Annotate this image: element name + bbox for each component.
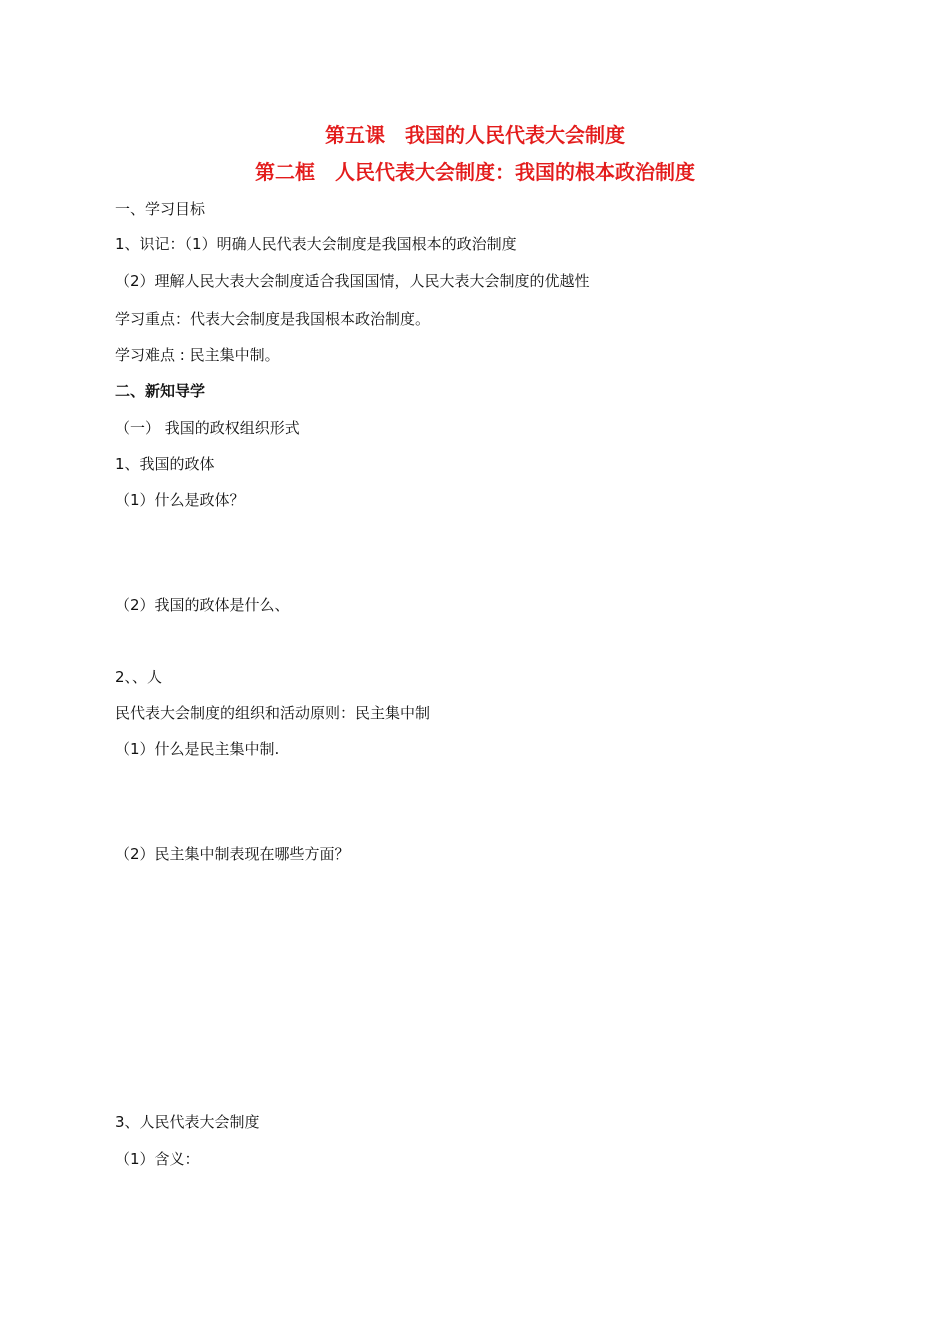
topic-heading-2: 2、、人: [115, 668, 163, 686]
page-subtitle: 第二框 人民代表大会制度：我国的根本政治制度: [255, 160, 695, 184]
question-1-2: （2）我国的政体是什么、: [115, 596, 290, 614]
topic-heading-3: 3、人民代表大会制度: [115, 1113, 260, 1131]
topic-heading-1: 1、我国的政体: [115, 455, 215, 473]
question-3-1: （1）含义：: [115, 1150, 200, 1168]
question-1-1: （1）什么是政体？: [115, 491, 245, 509]
key-point: 学习重点：代表大会制度是我国根本政治制度。: [115, 310, 431, 328]
subsection-heading: （一） 我国的政权组织形式: [115, 419, 300, 437]
section-heading-new-knowledge: 二、新知导学: [115, 382, 206, 400]
objective-item-2: （2）理解人民大表大会制度适合我国国情，人民大表大会制度的优越性: [115, 272, 590, 290]
question-2-2: （2）民主集中制表现在哪些方面？: [115, 845, 350, 863]
difficult-point: 学习难点 : 民主集中制。: [115, 346, 280, 364]
question-2-1: （1）什么是民主集中制.: [115, 740, 280, 758]
objective-item-1: 1、识记：（1）明确人民代表大会制度是我国根本的政治制度: [115, 235, 517, 253]
section-heading-objectives: 一、学习目标: [115, 200, 206, 218]
topic-heading-2-continued: 民代表大会制度的组织和活动原则：民主集中制: [115, 704, 431, 722]
page-title: 第五课 我国的人民代表大会制度: [325, 123, 625, 147]
